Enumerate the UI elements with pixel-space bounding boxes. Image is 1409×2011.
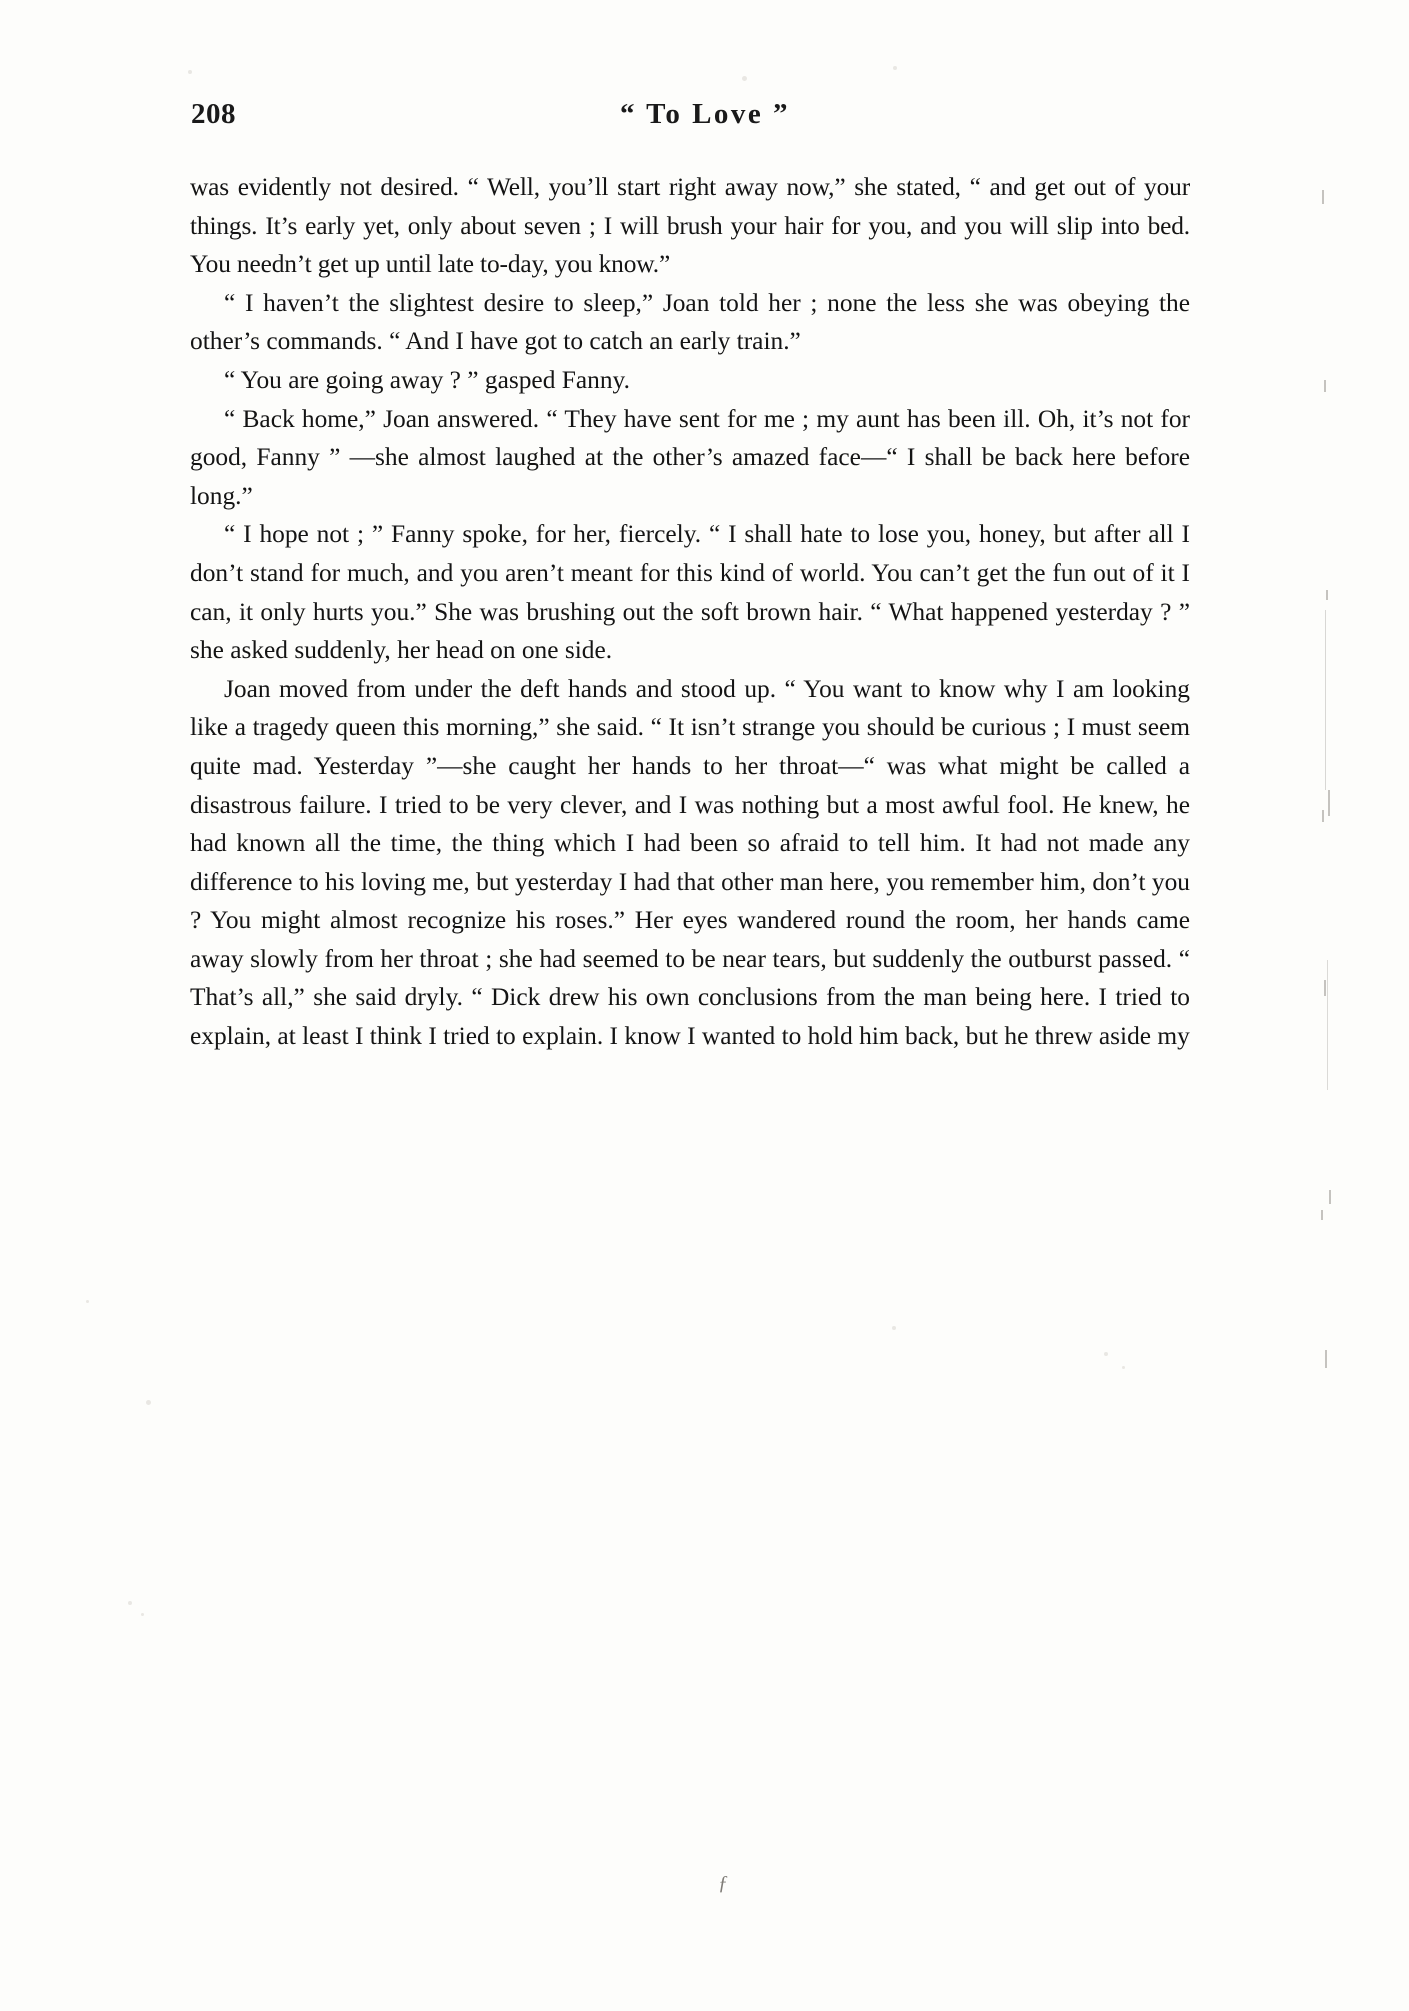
paragraph: “ Back home,” Joan answered. “ They have sent for me ; my aunt has been ill. Oh, it’s not for good, Fanny ” —she almost laughed at the other’s amazed face—“ I shall be back here before long.”	[190, 404, 1190, 510]
page-header	[185, 98, 1225, 148]
scan-speckle	[893, 66, 897, 70]
paragraph: was evidently not desired. “ Well, you’ll start right away now,” she stated, “ and get out of your things. It’s early yet, only about seven ; I will brush your hair for you, and you will slip into bed. You needn’t get up until late to-day, you know.”	[190, 173, 1190, 279]
running-head: “ To Love ”	[619, 98, 791, 130]
scan-speckle	[141, 1613, 144, 1616]
scan-speckle	[1122, 1366, 1125, 1369]
scan-speckle	[86, 1300, 89, 1303]
scan-speckle	[128, 1601, 132, 1605]
page-number: 208	[191, 98, 236, 130]
scan-speckle	[146, 1400, 151, 1405]
scan-speckle	[1104, 1352, 1108, 1356]
scan-speckle	[742, 76, 747, 81]
paragraph: “ I haven’t the slightest desire to sleep,” Joan told her ; none the less she was obeying the other’s commands. “ And I have got to catch an early train.”	[190, 288, 1190, 356]
paragraph: “ I hope not ; ” Fanny spoke, for her, fiercely. “ I shall hate to lose you, honey, but after all I don’t stand for much, and you aren’t meant for this kind of world. You can’t get the fun out of it I can, it only hurts you.” She was brushing out the soft brown hair. “ What happened yesterday ? ” she asked suddenly, her head on one side.	[190, 520, 1190, 665]
paragraph: Joan moved from under the deft hands and stood up. “ You want to know why I am looking like a tragedy queen this morning,” she said. “ It isn’t strange you should be curious ; I must seem quite mad. Yesterday ”—she caught her hands to her throat—“ was what might be called a disastrous failure. I tried to be very clever, and I was nothing but a most awful fool. He knew, he had known all the time, the thing which I had been so afraid to tell him. It had not made any difference to his loving me, but yesterday I had that other man here, you remember him, don’t you ? You might almost recognize his roses.” Her eyes wandered round the room, her hands came away slowly from her throat ; she had seemed to be near tears, but suddenly the outburst passed. “ That’s all,” she said dryly. “ Dick drew his own conclusions from the man being here. I tried to explain, at least I think I tried to explain. I know I wanted to hold him back, but he threw aside my	[190, 674, 1190, 1051]
signature-mark: ƒ	[718, 1872, 728, 1894]
scan-speckle	[188, 70, 192, 74]
paragraph: “ You are going away ? ” gasped Fanny.	[224, 365, 630, 394]
page-edge-artifacts	[1312, 190, 1334, 1590]
page-body	[190, 168, 1190, 1056]
scan-speckle	[892, 1326, 896, 1330]
